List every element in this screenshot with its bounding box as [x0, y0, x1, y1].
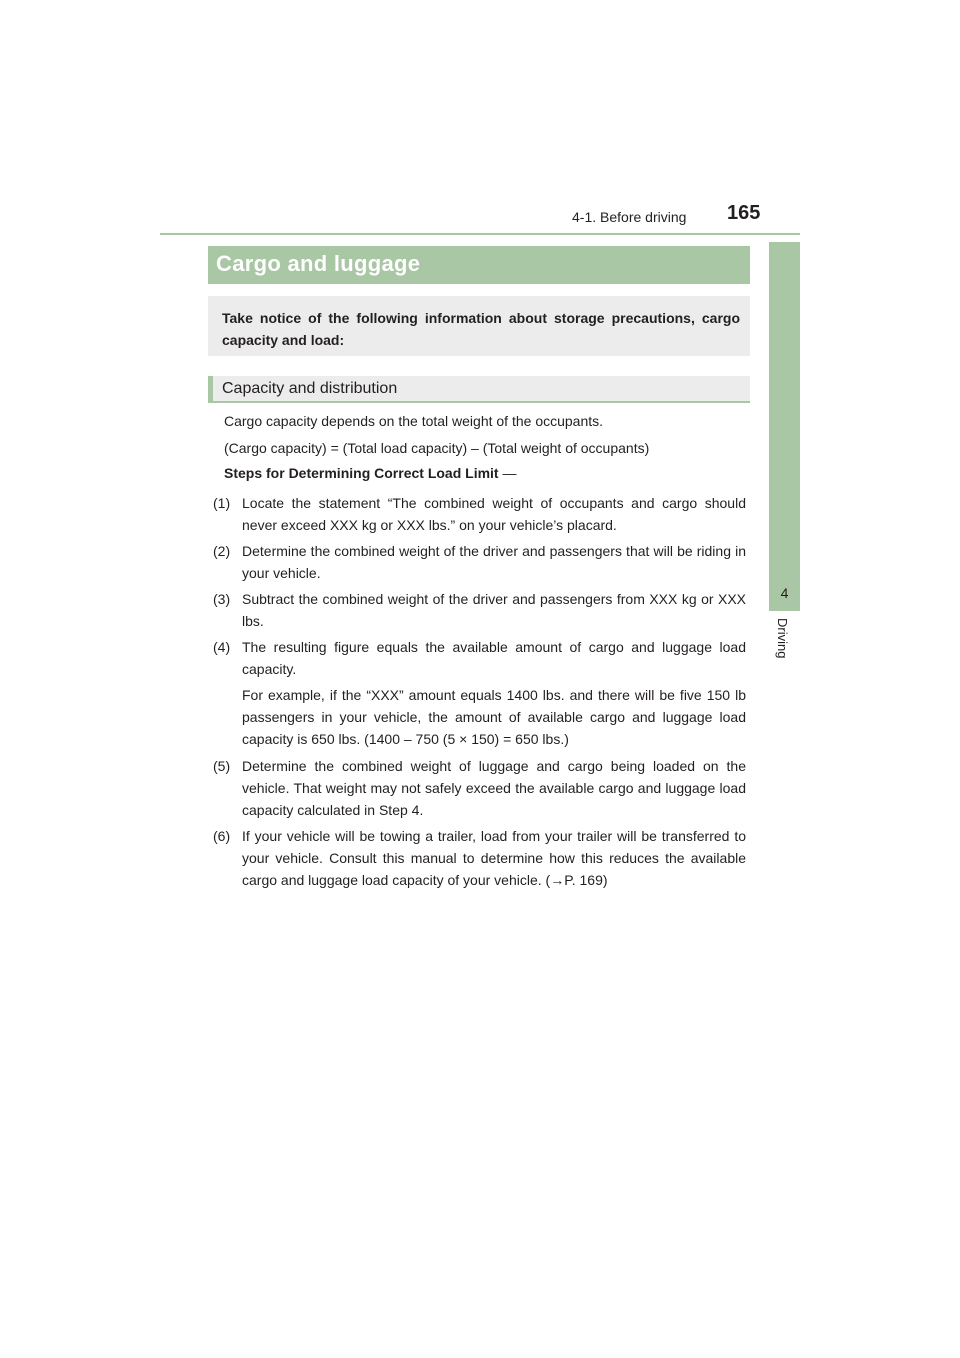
step-text: Determine the combined weight of luggage and cargo being loaded on the vehicle. That weight may not safely exceed the available cargo and luggage load capacity calculated in Step 4.	[242, 758, 746, 818]
right-arrow-icon: →	[550, 872, 565, 888]
step-item	[213, 755, 746, 821]
step-number: (2)	[213, 543, 231, 559]
chapter-tab-strip	[769, 242, 800, 575]
header-rule	[160, 233, 800, 235]
section-title: Cargo and luggage	[216, 251, 421, 276]
page-reference-link[interactable]: P. 169	[564, 872, 603, 888]
step-number: (6)	[213, 828, 231, 844]
step-text-before: If your vehicle will be towing a trailer, load from your trailer will be transferred to your vehicle. Consult this manual to determine how this reduces the available cargo and luggage load capacity of your vehicle. (	[242, 828, 746, 888]
chapter-tab-number: 4	[780, 585, 789, 601]
steps-heading	[224, 465, 516, 481]
cargo-capacity-description: Cargo capacity depends on the total weight of the occupants.	[224, 413, 604, 429]
step-text: The resulting figure equals the available amount of cargo and luggage load capacity.	[242, 639, 746, 677]
page-number: 165	[727, 202, 761, 224]
step-item	[213, 825, 746, 891]
intro-text: Take notice of the following information about storage precautions, cargo capacity and load:	[222, 310, 740, 348]
step-item	[213, 492, 746, 536]
step-item	[213, 588, 746, 632]
step-number: (3)	[213, 591, 231, 607]
step-text: Subtract the combined weight of the driver and passengers from XXX kg or XXX lbs.	[242, 591, 746, 629]
chapter-tab-label: Driving	[775, 618, 790, 659]
step-text-after: )	[602, 872, 608, 888]
step-text: Determine the combined weight of the driver and passengers that will be riding in your vehicle.	[242, 543, 746, 581]
step-4-example: For example, if the “XXX” amount equals 1400 lbs. and there will be five 150 lb passengers in your vehicle, the amount of available cargo and luggage load capacity is 650 lbs. (1400 – 750 (5 × 150) = 650 lbs.)	[242, 687, 746, 747]
step-text	[242, 825, 746, 891]
step-number: (5)	[213, 758, 231, 774]
subsection-banner-accent	[208, 376, 213, 403]
subsection-title: Capacity and distribution	[222, 380, 398, 397]
step-number: (4)	[213, 639, 231, 655]
step-number: (1)	[213, 495, 231, 511]
step-item	[213, 540, 746, 584]
step-item	[213, 636, 746, 680]
steps-heading-dash: —	[502, 465, 517, 481]
running-header-section: 4-1. Before driving	[572, 209, 687, 225]
cargo-capacity-formula: (Cargo capacity) = (Total load capacity) – (Total weight of occupants)	[224, 440, 650, 456]
steps-heading-text: Steps for Determining Correct Load Limit	[224, 465, 499, 481]
step-text: Locate the statement “The combined weight of occupants and cargo should never exceed XXX kg or XXX lbs.” on your vehicle’s placard.	[242, 495, 746, 533]
